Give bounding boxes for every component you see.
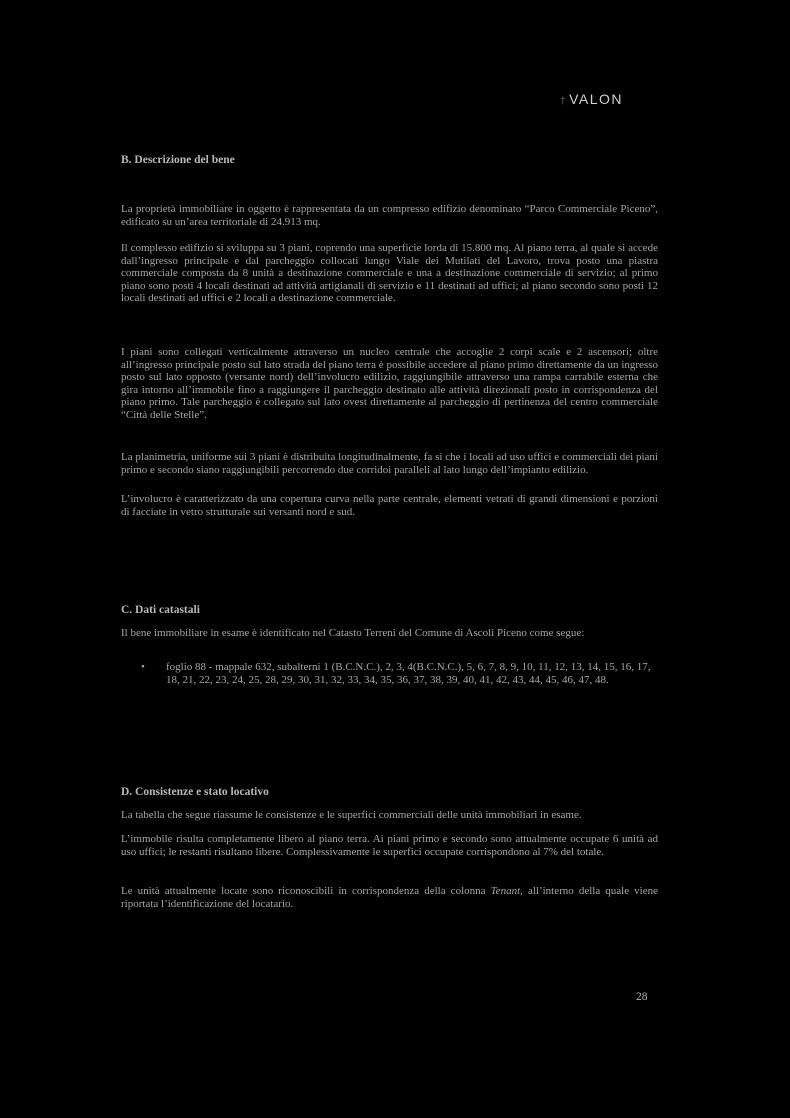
section-b-paragraph-5: L’involucro è caratterizzato da una copertura curva nella parte centrale, elementi vetrati di grandi dimensioni e porzioni di facciate in vetro strutturale sui versanti nord e sud. <box>121 493 658 519</box>
section-c-title: C. Dati catastali <box>121 604 200 616</box>
cadastral-list <box>141 661 659 688</box>
section-d-paragraph-1: La tabella che segue riassume le consistenze e le superfici commerciali delle unità immobiliari in esame. <box>121 809 582 821</box>
section-b-paragraph-3: I piani sono collegati verticalmente attraverso un nucleo centrale che accoglie 2 corpi scale e 2 ascensori; oltre all’ingresso principale posto sul lato strada del piano terra è possibile accedere al piano primo direttamente da un ingresso posto sul lato opposto (versante nord) dell’involucro edilizio, raggiungibile attraverso una rampa carrabile esterna che gira intorno all’immobile fino a raggiungere il parcheggio destinato alle attività direzionali posto in corrispondenza del piano primo. Tale parcheggio è collegato sul lato ovest direttamente al parcheggio di pertinenza del centro commerciale “Città delle Stelle”. <box>121 346 658 421</box>
section-b-title: B. Descrizione del bene <box>121 154 235 166</box>
bullet-icon: • <box>141 661 145 673</box>
cadastral-entry: foglio 88 - mappale 632, subalterni 1 (B.C.N.C.), 2, 3, 4(B.C.N.C.), 5, 6, 7, 8, 9, 10, 11, 12, 13, 14, 15, 16, 17, 18, 21, 22, 23, 24, 25, 28, 29, 30, 31, 32, 33, 34, 35, 36, 37, 38, 39, 40, 41, 42, 43, 44, 45, 46, 47, 48. <box>166 661 651 687</box>
section-d-p3-text-after: , all’interno della quale viene riportata l’identificazione del locatario. <box>121 885 658 911</box>
list-item <box>141 661 659 688</box>
page-number: 28 <box>636 991 648 1003</box>
section-d-paragraph-2: L’immobile risulta completamente libero al piano terra. Ai piani primo e secondo sono attualmente occupate 6 unità ad uso uffici; le restanti risultano libere. Complessivamente le superfici occupate corrispondono al 7% del totale. <box>121 833 658 859</box>
company-logo <box>560 91 623 107</box>
section-c-intro: Il bene immobiliare in esame è identificato nel Catasto Terreni del Comune di Ascoli Piceno come segue: <box>121 627 585 639</box>
logo-mark: † <box>560 96 568 107</box>
section-d-p3-text-before: Le unità attualmente locate sono riconoscibili in corrispondenza della colonna <box>121 885 491 897</box>
section-b-paragraph-2: Il complesso edifizio si sviluppa su 3 piani, coprendo una superficie lorda di 15.800 mq. Al piano terra, al quale si accede dall’ingresso principale e dal parcheggio collocati lungo Viale dei Mutilati del Lavoro, trova posto una piastra commerciale composta da 8 unità a destinazione commerciale e una a destinazione commerciale di servizio; al primo piano sono posti 4 locali destinati ad attività artigianali di servizio e 11 destinati ad uffici; al piano secondo sono posti 12 locali destinati ad uffici e 2 locali a destinazione commerciale. <box>121 242 658 305</box>
section-d-title: D. Consistenze e stato locativo <box>121 786 269 798</box>
section-d-paragraph-3 <box>121 885 658 911</box>
section-b-paragraph-1: La proprietà immobiliare in oggetto è rappresentata da un compresso edifizio denominato “Parco Commerciale Piceno”, edificato su un’area territoriale di 24.913 mq. <box>121 203 658 229</box>
section-b-paragraph-4: La planimetria, uniforme sui 3 piani è distribuita longitudinalmente, fa sì che i locali ad uso uffici e commerciali dei piani primo e secondo siano raggiungibili percorrendo due corridoi paralleli al lato lungo dell’impianto edilizio. <box>121 451 658 477</box>
tenant-column-name: Tenant <box>490 885 521 897</box>
logo-text: VALON <box>569 91 623 107</box>
